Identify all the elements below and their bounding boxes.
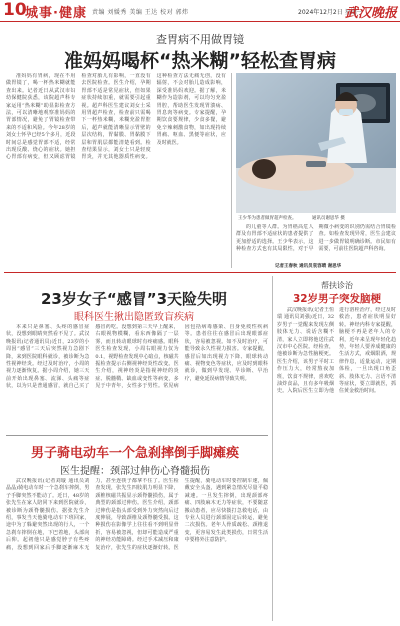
story1-body-text: 准妈妈有胃病，现在不用做胃镜了，喝一杯热米糊就能查出来。记者近日从武汉市妇幼保健院获悉，该院超声科专家运用“热米糊”助显影检查方法，可以清晰地观察准妈妈的胃部情况，避免了胃镜检查带来的不适和风险。今年28岁的刘女士怀孕已经5个多月，近段时间总是感觉胃部不适，经常出现反酸、烧心的症状。她担心胃部有病变，但又顾虑胃镜检查对胎儿有影响，一直没有去医院检查。医生介绍，孕期胃部不适是常见症状，但如果症状持续加重，就需要引起重视。超声科医生建议刘女士采用胃超声检查，检查前只需喝下一杯热米糊，米糊充盈胃腔后，超声就能清晰显示胃壁的层次结构，胃黏膜、胃黏膜下层和胃肌层都能清楚看到。检查结果显示，刘女士只是轻度胃炎，并无其他器质性病变。这种检查方法无痛无创，没有辐射，不会对胎儿造成影响，深受准妈妈欢迎。据了解，米糊作为造影剂，可以均匀充盈胃腔，帮助医生发现胃溃疡、胃息肉等病变。专家提醒，孕期饮食要规律，少食多餐，避免辛辣刺激食物，如出现持续胃痛、呕血、黑便等症状，应及时就医。: [6, 73, 226, 161]
ultrasound-exam-photo: [236, 73, 396, 213]
story1-tail: [236, 224, 396, 267]
newspaper-logo: 武汉晚报: [345, 6, 398, 21]
story3-headline: 23岁女子“感冒”3天险失明: [40, 290, 228, 308]
photo-caption-text: 王少华为患者做胃超声检查。: [238, 216, 297, 221]
editor-credits: 责编 刘媛秀 美编 王达 校对 郭炜: [92, 9, 189, 16]
photo-credit: 通讯员谢思华 摄: [311, 216, 345, 221]
column-divider-2: [272, 276, 273, 621]
page-number: 10: [3, 0, 27, 20]
story4-subhead: 医生提醒：颈部过伸伤心脊髓损伤: [60, 466, 210, 477]
section-divider: [4, 272, 396, 273]
story2-body: [277, 307, 396, 620]
story1-headline: 准妈妈喝杯“热米糊”轻松查胃病: [64, 50, 336, 72]
story1-kicker: 查胃病不用做胃镜: [156, 33, 244, 46]
story1-body: [6, 73, 226, 267]
story-divider: [6, 435, 268, 436]
story3-body-text: 本来只是鼻塞、头疼的感冒症状，没想到眼睛突然看不见了。武汉晚报讯(记者通讯员)近日，23岁的小周因“感冒”三天后突然视力急剧下降，来到医院眼科就诊，被诊断为急性视神经炎。经过及时治疗，小周的视力逐渐恢复。据小周介绍，她三天前开始出现鼻塞、流涕、头痛等症状，以为只是普通感冒，就自己买了感冒药吃。没想到第三天早上醒来，右眼视物模糊，看东西像隔了一层雾，而且转动眼球时有疼痛感。眼科医生检查发现，小周右眼视力仅为0.1，视野检查发现中心暗点，核磁共振检查提示右侧视神经炎性改变。医生介绍，视神经炎是指视神经的炎症、脱髓鞘、缺血或变性等病变，多见于中青年，女性多于男性。常见病因包括病毒感染、自身免疫性疾病等。患者往往在感冒后出现眼部症状，容易被忽视。如不及时治疗，可能导致永久性视力损害。专家提醒，感冒后如出现视力下降、眼球转动痛、视物变色等症状，应及时到眼科就诊，做到早发现、早诊断、早治疗，避免延误病情导致失明。: [6, 324, 268, 390]
story2-kicker: 帮扶诊治: [321, 281, 353, 290]
story1-photo-caption: [238, 215, 345, 221]
issue-date: 2024年12月2日 星期一: [298, 9, 363, 16]
masthead: [0, 0, 400, 22]
story4-body-text: 武汉晚报讯(记者刘璇 通讯员刘晶晶)骑电动车时一个急刹车摔倒，男子手脚突然不能动了。近日，48岁的张先生在家人陪同下来到医院就诊，被诊断为颈脊髓损伤。据张先生介绍，事发当天他骑电动车下班回家，途中为了躲避突然出现的行人，一个急刹车摔倒在地，下巴着地，头部向后仰。起初他只是感觉脖子有些疼痛，没想到回家后手脚逐渐麻木无力，甚至连筷子都拿不住了。医生检查发现，张先生四肢肌力明显下降，颈椎核磁共振显示颈脊髓损伤，属于典型的颈部过伸伤。医生介绍，颈部过伸伤是指头部受到外力突然向后过度伸展，导致颈椎及颈脊髓受损。这种损伤在影像学上往往看不到明显骨折，容易被忽视，但却可能造成严重的神经功能障碍。经过手术减压和康复治疗，张先生的症状逐渐好转。医生提醒，骑电动车时要控制车速，佩戴安全头盔，遇到紧急情况尽量平稳减速。一旦发生摔倒，出现颈部疼痛、四肢麻木无力等症状，不要随意搬动患者，应尽快拨打急救电话，由专业人员进行颈部固定后转运，避免二次损伤。老年人骨质疏松、颈椎退变，更容易发生此类损伤，日常生活中要格外注意防护。: [6, 478, 268, 551]
story4-headline: 男子骑电动车一个急刹摔倒手脚瘫痪: [30, 446, 239, 461]
story1-photo: [236, 73, 396, 213]
story2-headline: 32岁男子突发脑梗: [292, 293, 382, 305]
section-title: 城事·健康: [25, 6, 87, 21]
story2-body-text: 武汉晚报讯(记者王恒瑞 通讯员刘强)近日，32岁男子一觉醒来发现左侧肢体无力、说话含糊不清，家人立即将他送往武汉市中心医院。经检查，他被诊断为急性脑梗死。医生介绍，该男子平时工作压力大，经常熬夜加班，饮食不规律，喜欢吃油炸食品，且有多年吸烟史。入院后医生立即为他进行溶栓治疗，经过及时救治，患者症状明显好转。神经内科专家提醒，脑梗不再是老年人的专利，近年来呈现年轻化趋势，年轻人要养成健康的生活方式，戒烟限酒，规律作息，适量运动，定期体检，一旦出现口角歪斜、肢体无力、言语不清等症状，要立即就医，抓住黄金救治时间。: [277, 307, 396, 395]
column-divider: [231, 73, 232, 268]
story1-byline: 记者王春秋 通讯员袁容晴 谢思华: [275, 264, 342, 269]
story3-subhead: 眼科医生揪出隐匿致盲疾病: [74, 312, 194, 323]
story1-tail-text: 的儿童等人群。为胃癌高危人群及有胃部不适症状的患者提供了更加舒适的选择。王少华表示，这种检查方式也有其局限性，对于早期微小病变的识别仍需结合胃镜检查。如检查发现异常，医生会建议进一步做胃镜明确诊断。市民如有需要，可前往医院超声科咨询。: [236, 224, 396, 253]
story3-body: [6, 324, 268, 432]
story4-body: [6, 478, 268, 621]
